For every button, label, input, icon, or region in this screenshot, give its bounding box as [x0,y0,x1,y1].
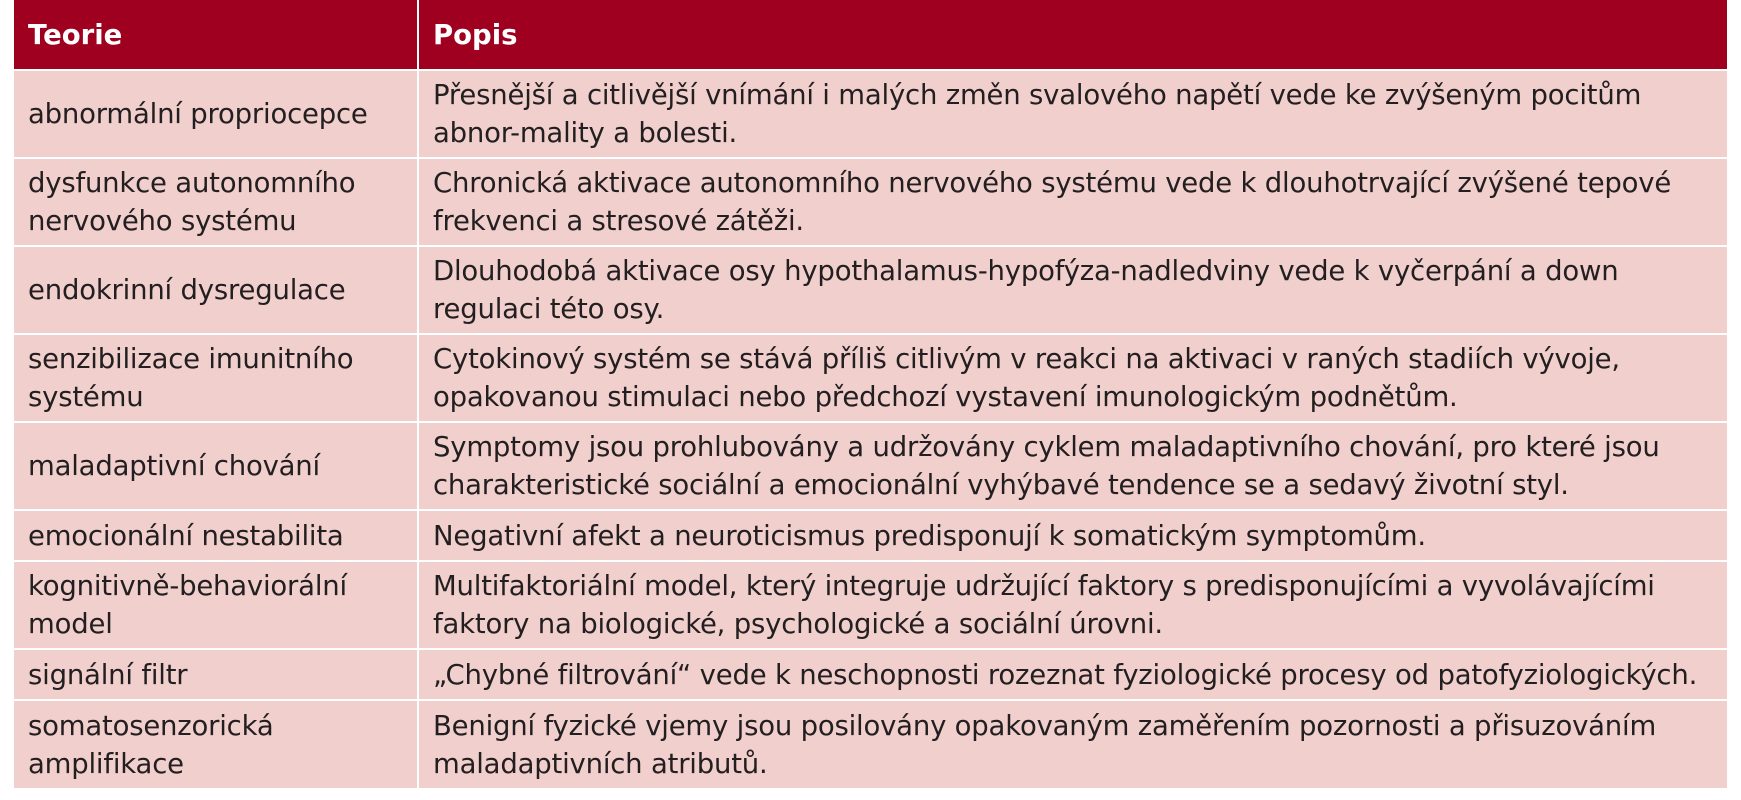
table-row [14,70,1727,158]
description-cell: „Chybné filtrování“ vede k neschopnosti rozeznat fyziologické procesy od patofyziologických. [418,649,1727,700]
table-row [14,158,1727,246]
description-cell: Přesnější a citlivější vnímání i malých změn svalového napětí vede ke zvýšeným pocitům abnor-mality a bolesti. [418,70,1727,158]
theories-table-container [14,0,1727,788]
description-cell: Symptomy jsou prohlubovány a udržovány cyklem maladaptivního chování, pro které jsou charakteristické sociální a emocionální vyhýbavé tendence se a sedavý životní styl. [418,422,1727,510]
description-cell: Cytokinový systém se stává příliš citlivým v reakci na aktivaci v raných stadiích vývoje, opakovanou stimulaci nebo předchozí vystavení imunologickým podnětům. [418,334,1727,422]
theories-table [14,0,1727,788]
description-cell: Benigní fyzické vjemy jsou posilovány opakovaným zaměřením pozornosti a přisuzováním maladaptivních atributů. [418,700,1727,788]
table-row [14,422,1727,510]
table-row [14,561,1727,649]
theory-cell: maladaptivní chování [14,422,418,510]
table-row [14,700,1727,788]
table-row [14,246,1727,334]
theory-cell: endokrinní dysregulace [14,246,418,334]
theory-cell: signální filtr [14,649,418,700]
theory-cell: kognitivně-behaviorální model [14,561,418,649]
description-cell: Chronická aktivace autonomního nervového systému vede k dlouhotrvající zvýšené tepové frekvenci a stresové zátěži. [418,158,1727,246]
theory-cell: somatosenzorická amplifikace [14,700,418,788]
description-cell: Dlouhodobá aktivace osy hypothalamus-hypofýza-nadledviny vede k vyčerpání a down regulaci této osy. [418,246,1727,334]
description-cell: Multifaktoriální model, který integruje udržující faktory s predisponujícími a vyvolávajícími faktory na biologické, psychologické a sociální úrovni. [418,561,1727,649]
header-theory: Teorie [14,0,418,70]
description-cell: Negativní afekt a neuroticismus predisponují k somatickým symptomům. [418,510,1727,561]
header-description: Popis [418,0,1727,70]
theory-cell: senzibilizace imunitního systému [14,334,418,422]
table-row [14,510,1727,561]
table-row [14,649,1727,700]
table-row [14,334,1727,422]
header-row [14,0,1727,70]
theory-cell: emocionální nestabilita [14,510,418,561]
theory-cell: dysfunkce autonomního nervového systému [14,158,418,246]
theory-cell: abnormální propriocepce [14,70,418,158]
